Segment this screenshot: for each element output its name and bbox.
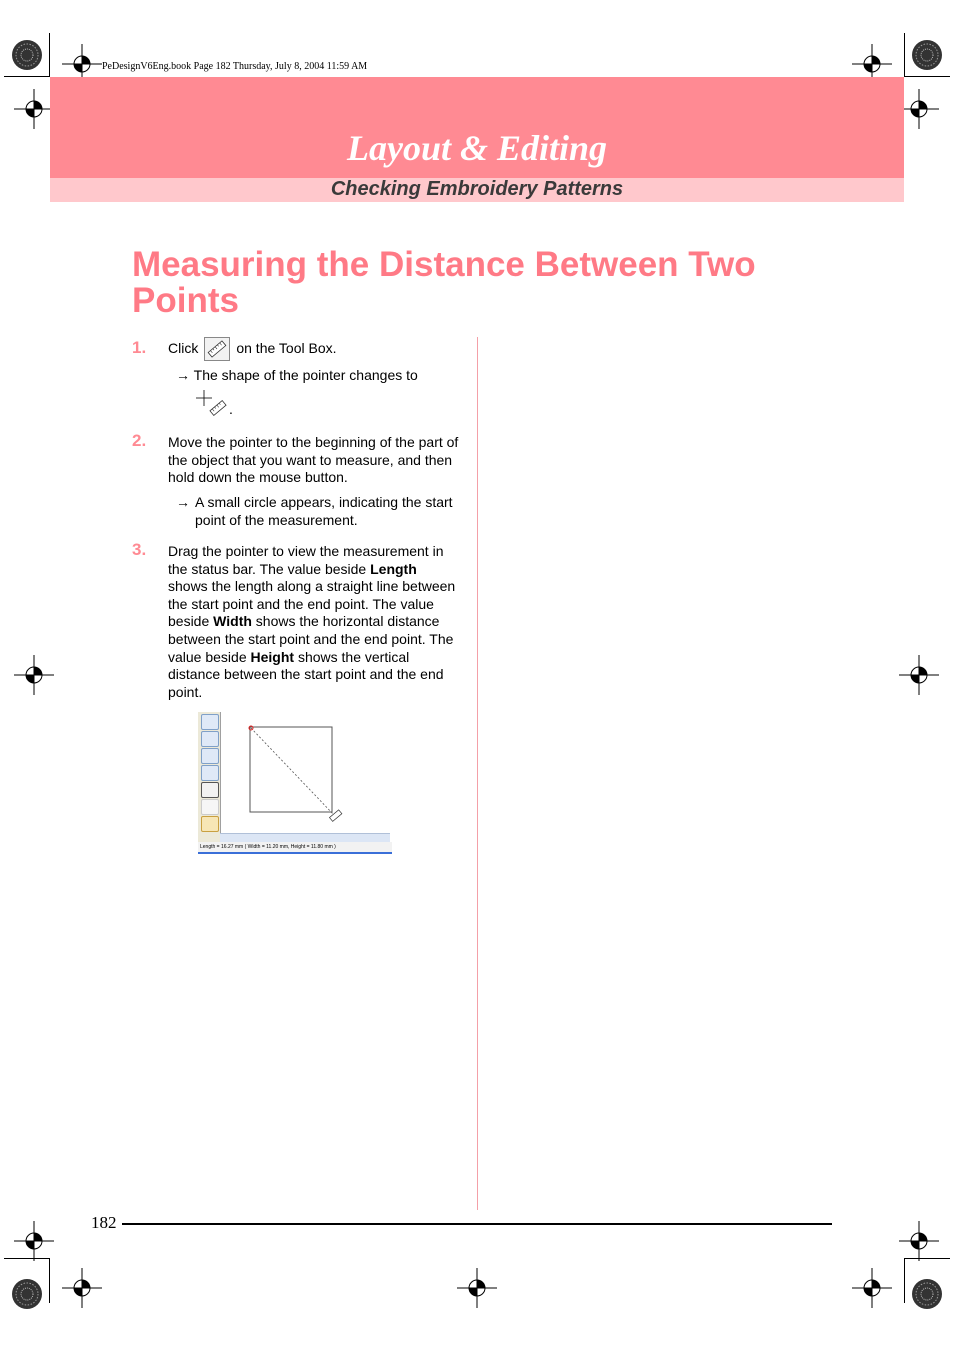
print-target-icon [911,1278,943,1310]
print-target-icon [11,1278,43,1310]
measure-tool-icon [201,782,219,798]
step-number: 1. [132,338,147,357]
step-text: shows the horizontal distance between the start point and the end point. The value beside [168,613,454,665]
tool-icon [201,799,219,815]
tool-box [198,712,221,842]
file-info: PeDesignV6Eng.book Page 182 Thursday, July 8, 2004 11:59 AM [102,61,368,72]
step-number: 3. [132,540,147,559]
measure-tool-icon [204,337,230,361]
tool-icon [201,765,219,781]
result-period: . [229,401,233,417]
column-divider [477,337,478,1210]
registration-mark-icon [14,1221,54,1261]
step-1-result [176,367,466,385]
tool-icon [201,714,219,730]
canvas [220,712,390,832]
registration-mark-icon [457,1268,497,1308]
arrow-icon: → [176,494,190,510]
registration-mark-icon [852,1268,892,1308]
registration-mark-icon [899,1221,939,1261]
tool-icon [201,731,219,747]
chapter-title: Layout & Editing [346,128,608,168]
registration-mark-icon [899,655,939,695]
horizontal-scrollbar [220,833,390,842]
section-title: Checking Embroidery Patterns [330,178,624,200]
tool-icon [201,816,219,832]
step-2-result [176,494,466,529]
print-target-icon [911,39,943,71]
measure-pointer-icon [196,390,230,418]
arrow-icon: → [176,367,190,383]
step-number: 2. [132,431,147,450]
print-target-icon [11,39,43,71]
result-text: A small circle appears, indicating the start point of the measurement. [195,494,453,528]
step-text: shows the vertical distance between the start point and the end point. [168,648,444,700]
registration-mark-icon [899,89,939,129]
screenshot-illustration [198,712,392,854]
result-text: The shape of the pointer changes to [193,367,418,383]
step-text: Click [168,340,199,356]
step-3-text [168,543,460,701]
footer-rule [122,1223,832,1225]
registration-mark-icon [62,1268,102,1308]
step-text: shows the length along a straight line between the start point and the end point. The value beside [168,578,456,630]
step-text: Drag the pointer to view the measurement in the status bar. The value beside [168,543,444,577]
registration-mark-icon [14,655,54,695]
status-bar: Length = 16.27 mm ( Width = 11.20 mm, Height = 11.80 mm ) [198,842,392,854]
registration-mark-icon [14,89,54,129]
term-height: Height [250,648,295,665]
tool-icon [201,748,219,764]
step-text: on the Tool Box. [236,340,337,356]
step-1-text [168,336,468,361]
page-title: Measuring the Distance Between Two Points [132,245,756,320]
page-number: 182 [91,1213,117,1232]
term-width: Width [213,613,252,630]
term-length: Length [370,560,417,577]
step-2-text: Move the pointer to the beginning of the part of the object that you want to measure, and then hold down the mouse button. [168,434,459,486]
